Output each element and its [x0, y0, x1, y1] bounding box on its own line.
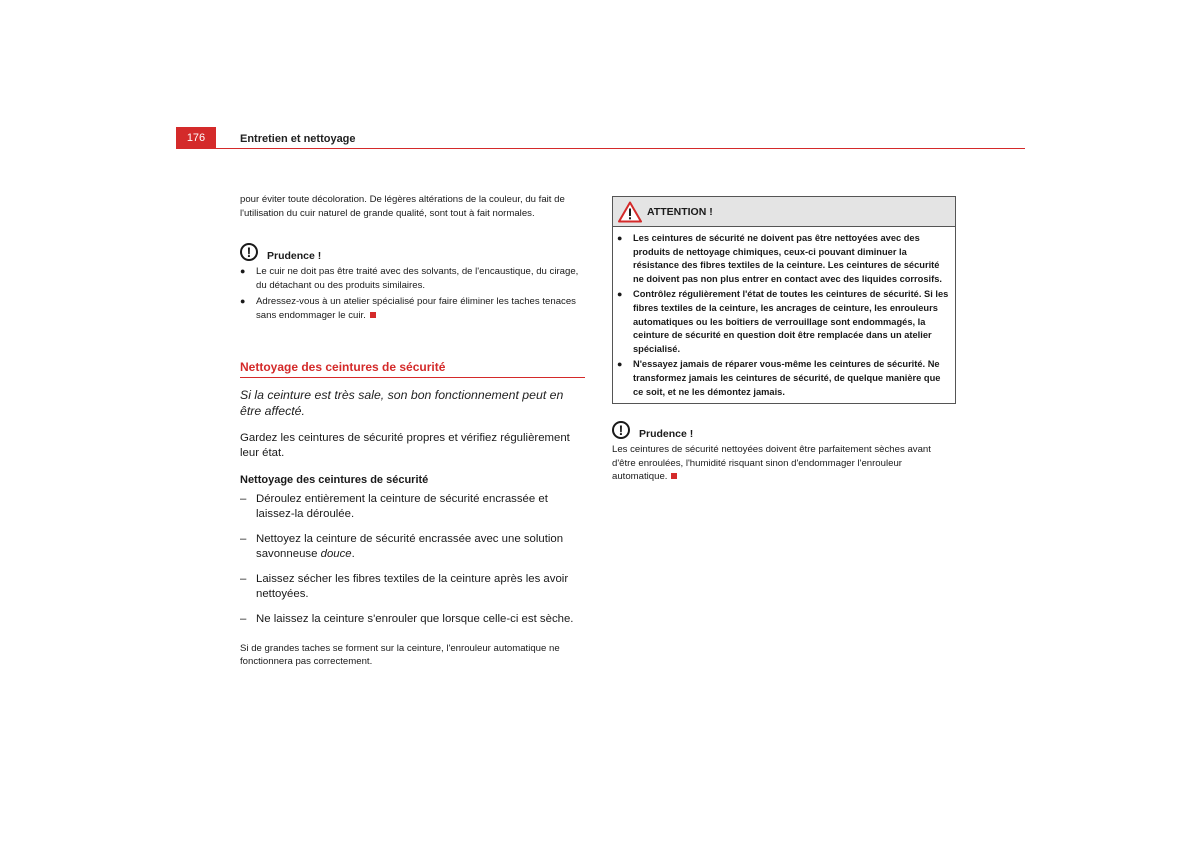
caution-label: Prudence !	[639, 428, 694, 441]
caution-text-container	[612, 443, 956, 484]
warning-bullet-text: N'essayez jamais de réparer vous-même les ceintures de sécurité. Ne transformez jamais les ceintures de sécurité, de quelque manière que ce soit, et ne les démontez jamais.	[633, 359, 941, 397]
section-intro: Si la ceinture est très sale, son bon fonctionnement peut en être affecté.	[240, 387, 564, 418]
end-square-icon	[370, 312, 376, 318]
closing-note: Si de grandes taches se forment sur la ceinture, l'enrouleur automatique ne fonctionnera pas correctement.	[240, 642, 560, 668]
step-emphasis: douce	[320, 547, 352, 560]
header-divider	[176, 148, 1025, 149]
step-text: Laissez sécher les fibres textiles de la ceinture après les avoir nettoyées.	[256, 572, 569, 600]
running-header-title: Entretien et nettoyage	[240, 133, 356, 145]
caution-heading	[612, 420, 956, 440]
end-square-icon	[671, 473, 677, 479]
body-paragraph: Gardez les ceintures de sécurité propres et vérifiez régulièrement leur état.	[240, 431, 570, 459]
subheading: Nettoyage des ceintures de sécurité	[240, 473, 429, 486]
warning-box	[612, 196, 956, 404]
section-title: Nettoyage des ceintures de sécurité	[240, 360, 585, 378]
list-item	[617, 232, 951, 286]
warning-triangle-icon	[618, 201, 642, 223]
dash-marker: –	[240, 492, 247, 505]
step-container	[256, 532, 585, 562]
warning-label: ATTENTION !	[647, 205, 713, 218]
bullet-icon: ●	[240, 296, 246, 307]
warning-bullet-text: Les ceintures de sécurité ne doivent pas être nettoyées avec des produits de nettoyage chimiques, ceux-ci pouvant diminuer la résistance des fibres textiles de la ceinture. Les ceintures de sécurité ne doivent pas non plus entrer en contact avec des liquides corrosifs.	[633, 233, 942, 284]
exclamation-circle-icon: !	[612, 421, 630, 439]
steps-list	[240, 492, 585, 627]
list-item	[240, 492, 585, 522]
warning-body	[613, 227, 955, 403]
caution-label: Prudence !	[267, 250, 322, 263]
page-number: 176	[176, 127, 216, 149]
step-tail: .	[351, 547, 355, 560]
bullet-icon: ●	[617, 359, 623, 370]
warning-header	[613, 197, 955, 227]
caution-heading	[240, 242, 585, 262]
list-item	[617, 288, 951, 356]
dash-marker: –	[240, 612, 247, 625]
step-text: Nettoyez la ceinture de sécurité encrassée avec une solution savonneuse	[256, 532, 564, 560]
bullet-icon: ●	[240, 266, 246, 277]
list-item	[240, 612, 585, 627]
caution-block-leather	[240, 242, 585, 322]
list-item	[240, 572, 585, 602]
caution-bullet-text: Adressez-vous à un atelier spécialisé pour faire éliminer les taches tenaces sans endommager le cuir.	[256, 296, 576, 321]
intro-paragraph: pour éviter toute décoloration. De légères altérations de la couleur, du fait de l'utilisation du cuir naturel de grande qualité, sont tout à fait normales.	[240, 194, 565, 219]
dash-marker: –	[240, 532, 247, 545]
caution-bullet-text: Le cuir ne doit pas être traité avec des solvants, de l'encaustique, du cirage, du détachant ou des produits similaires.	[256, 266, 579, 291]
bullet-icon: ●	[617, 289, 623, 300]
step-text: Déroulez entièrement la ceinture de sécurité encrassée et laissez-la déroulée.	[256, 492, 548, 520]
step-text: Ne laissez la ceinture s'enrouler que lorsque celle-ci est sèche.	[256, 612, 574, 625]
list-item	[617, 358, 951, 399]
caution-text: Les ceintures de sécurité nettoyées doivent être parfaitement sèches avant d'être enroulées, l'humidité risquant sinon d'endommager l'enrouleur automatique.	[612, 444, 931, 483]
dash-marker: –	[240, 572, 247, 585]
left-column	[240, 193, 585, 669]
list-item	[240, 295, 585, 322]
caution-block-belts	[612, 420, 956, 484]
warning-bullet-text: Contrôlez régulièrement l'état de toutes les ceintures de sécurité. Si les fibres textiles de la ceinture, les ancrages de ceinture, les enrouleurs automatiques ou les boîtiers de verrouillage sont endommagés, la ceinture de sécurité en question doit être remplacée dans un atelier spécialisé.	[633, 289, 949, 354]
list-item	[240, 265, 585, 292]
caution-bullet-container	[256, 295, 585, 322]
right-column	[612, 196, 956, 484]
list-item	[240, 532, 585, 562]
exclamation-circle-icon: !	[240, 243, 258, 261]
bullet-icon: ●	[617, 233, 623, 243]
